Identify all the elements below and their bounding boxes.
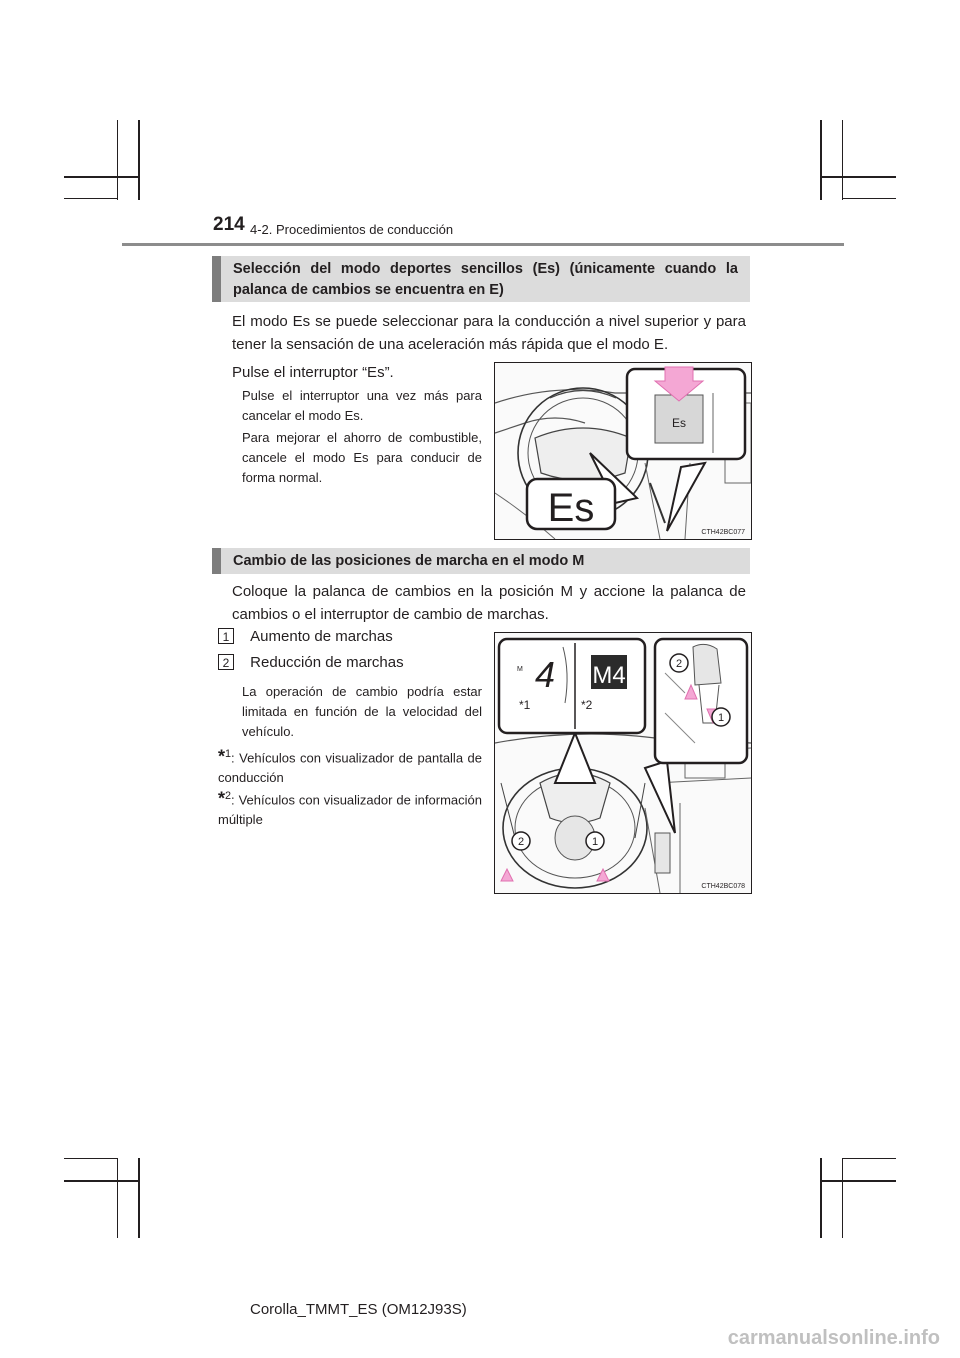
crop-mark [64,1180,140,1182]
item-label: Reducción de marchas [250,654,404,671]
crop-mark [64,176,140,178]
crop-mark [138,120,140,200]
crop-mark [842,120,843,200]
footnote-2 [218,786,482,830]
callout-upshift-paddle: 1 [591,836,599,848]
step-text: Pulse el interruptor “Es”. [232,364,394,381]
figure-m-mode [494,632,752,894]
list-item-downshift [218,654,404,671]
section-heading-line2: palanca de cambios se encuentra en E) [233,282,504,298]
note-cancel: Pulse el interruptor una vez más para cancelar el modo Es. [242,388,482,423]
crop-mark [138,1158,140,1238]
header-rule [122,243,844,246]
footnote-sup: 2 [225,790,232,802]
section-heading-m-mode: Cambio de las posiciones de marcha en el modo M [212,548,750,574]
crop-mark [842,1158,843,1238]
crop-mark [820,1180,896,1182]
crop-mark [820,1158,822,1238]
crop-mark [820,120,822,200]
callout-upshift-lever: 1 [717,712,725,724]
footnote-mark: * [218,746,226,767]
intro-line: El modo Es se puede seleccionar para la conducción a nivel superior y para [232,313,746,330]
item-number: 2 [218,654,234,670]
page-number: 214 [213,214,245,235]
footnote-text: : Vehículos con visualizador de información múltiple [218,792,482,828]
crop-mark [117,120,118,200]
m-mode-illustration [495,633,751,893]
intro-line: Coloque la palanca de cambios en la posición M y accione la palanca de [232,583,746,600]
mark-display2: *2 [581,698,593,712]
item-number: 1 [218,628,234,644]
crop-mark [842,198,896,199]
callout-downshift-lever: 2 [675,658,683,670]
crop-mark [64,198,118,199]
footnote-text: : Vehículos con visualizador de pantalla de conducción [218,750,482,786]
section1-intro [232,310,746,356]
display1-gear: 4 [535,654,556,695]
crop-mark [842,1158,896,1159]
intro-line: cambios o el interruptor de cambio de marchas. [232,606,549,623]
switch-label: Es [671,416,687,430]
note-economy: Para mejorar el ahorro de combustible, cancele el modo Es para conducir de forma normal. [242,430,482,485]
list-item-upshift [218,628,393,645]
callout-downshift-paddle: 2 [517,836,525,848]
section-heading-line1: Selección del modo deportes sencillos (Es) (únicamente cuando la [233,261,738,277]
footnote-1 [218,744,482,788]
section2-intro [232,580,746,626]
watermark: carmanualsonline.info [727,1327,940,1349]
figure-es-switch [494,362,752,540]
mark-display1: *1 [519,698,531,712]
footnote-sup: 1 [225,748,232,760]
display2-gear: M4 [592,662,626,689]
figure-code: CTH42BC078 [701,883,745,890]
es-switch-illustration [495,363,751,539]
crop-mark [64,1158,118,1159]
es-big-label: Es [547,486,595,530]
intro-line: tener la sensación de una aceleración más rápida que el modo E. [232,336,669,353]
section-heading-es-mode [212,256,750,302]
figure-code: CTH42BC077 [701,529,745,536]
note-limit: La operación de cambio podría estar limitada en función de la velocidad del vehículo. [242,684,482,739]
footnote-mark: * [218,788,226,809]
display1-mode: M [517,666,523,673]
footer-model: Corolla_TMMT_ES (OM12J93S) [250,1301,467,1318]
item-label: Aumento de marchas [250,628,393,645]
crop-mark [820,176,896,178]
running-head: 4-2. Procedimientos de conducción [250,222,454,237]
crop-mark [117,1158,118,1238]
